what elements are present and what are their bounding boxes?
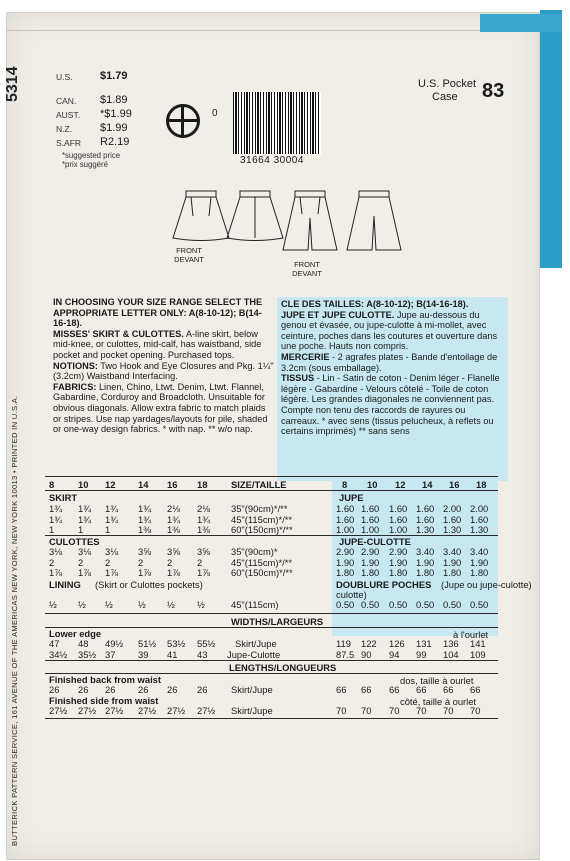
size-cell: 1¾ bbox=[49, 503, 63, 514]
size-cell: 41 bbox=[167, 648, 178, 660]
lengths-header: LENGTHS/LONGUEURS bbox=[229, 662, 337, 673]
notions bbox=[53, 361, 275, 382]
metric-cell: 70 bbox=[470, 705, 481, 716]
size-cell: 47 bbox=[49, 638, 60, 649]
doublure-note-cont: culotte) bbox=[336, 589, 367, 600]
size-cell: 27½ bbox=[105, 705, 124, 716]
lower-edge-label: Lower edge bbox=[49, 628, 102, 639]
jupe-desc bbox=[281, 310, 504, 352]
jupe-text: Jupe au-dessous du genou et évasée, ou jupe-culotte à mi-mollet, avec ceinture, poches dans les coutures et ouverture dans une poche. Hauts non compris. bbox=[281, 309, 498, 352]
suggested-en: *suggested price bbox=[62, 151, 121, 160]
size-cell: 1⅞ bbox=[167, 567, 181, 578]
doublure-header: DOUBLURE POCHES bbox=[336, 579, 432, 590]
size-cell: 2 bbox=[167, 556, 173, 568]
figure-label-culottes bbox=[284, 260, 330, 278]
size-cell: 55½ bbox=[197, 638, 216, 649]
metric-cell: 70 bbox=[443, 705, 454, 716]
size-cell: 1¾ bbox=[49, 513, 63, 525]
size-cell: ½ bbox=[197, 599, 205, 610]
pattern-number: 5314 bbox=[4, 66, 21, 102]
price-value: *$1.99 bbox=[100, 108, 132, 120]
description bbox=[53, 329, 275, 361]
doublure-note: (Jupe ou jupe-culotte) bbox=[441, 579, 532, 590]
size-header-fr: 18 bbox=[476, 479, 487, 490]
row-label: 45"(115cm) bbox=[231, 599, 279, 610]
size-cell: 35½ bbox=[78, 648, 97, 660]
price-country: S.AFR bbox=[56, 138, 82, 148]
size-cell: 1⅞ bbox=[49, 567, 63, 578]
lining-header: LINING bbox=[49, 579, 81, 590]
size-cell: 1 bbox=[78, 524, 84, 535]
size-cell: 26 bbox=[49, 684, 60, 695]
size-cell: ½ bbox=[49, 599, 57, 610]
barcode-icon bbox=[233, 92, 321, 154]
size-cell: 26 bbox=[167, 684, 178, 695]
jupe-culotte-header: JUPE-CULOTTE bbox=[339, 536, 411, 547]
tissus bbox=[281, 373, 504, 437]
metric-cell: 0.50 bbox=[361, 599, 380, 610]
cyan-edge-strip bbox=[540, 10, 562, 268]
metric-cell: 1.30 bbox=[443, 524, 462, 535]
size-cell: 27½ bbox=[138, 705, 157, 716]
price-country: AUST. bbox=[56, 110, 81, 120]
metric-cell: 66 bbox=[416, 684, 427, 695]
metric-cell: 1.60 bbox=[361, 513, 380, 525]
metric-cell: 1.60 bbox=[336, 503, 355, 514]
size-cell: 2 bbox=[105, 556, 111, 568]
cyan-top-strip bbox=[480, 14, 562, 32]
size-cell: 1⅞ bbox=[78, 567, 92, 578]
size-cell: 27½ bbox=[78, 705, 97, 716]
size-cell: 1⅜ bbox=[197, 524, 211, 535]
row-label: 35"(90cm)* bbox=[231, 546, 278, 557]
size-header: 16 bbox=[167, 479, 178, 490]
metric-cell: 1.90 bbox=[470, 556, 489, 568]
metric-cell: 1.80 bbox=[336, 567, 355, 578]
size-cell: 26 bbox=[105, 684, 116, 695]
figure-label-skirt bbox=[166, 246, 212, 264]
metric-cell: 1.00 bbox=[361, 524, 380, 535]
metric-cell: 66 bbox=[389, 684, 400, 695]
price-value: $1.89 bbox=[100, 94, 128, 106]
size-header-fr: 12 bbox=[395, 479, 406, 490]
cote-label: côté, taille à ourlet bbox=[400, 696, 477, 707]
french-description bbox=[277, 297, 508, 481]
size-range-intro: IN CHOOSING YOUR SIZE RANGE SELECT THE APPROPRIATE LETTER ONLY: A(8-10-12); B(14-16-18). bbox=[53, 297, 263, 329]
metric-cell: 2.90 bbox=[389, 546, 408, 557]
size-cell: 1¾ bbox=[197, 513, 211, 525]
size-cell: 26 bbox=[197, 684, 208, 695]
price-value: R2.19 bbox=[100, 136, 130, 148]
metric-cell: 1.80 bbox=[389, 567, 408, 578]
tissus-text: - Lin - Satin de coton - Denim léger - Flanelle légère - Gabardine - Velours côtelé - Toile de coton légère. Les grandes diagonales ne conviennent pas. Compte non tenu des raccords de rayures ou carreaux. * avec sens (tissus pelucheux, à reflets ou certains imprimés) ** sans sens bbox=[281, 373, 500, 437]
suggested-price-note bbox=[62, 152, 120, 169]
metric-cell: 70 bbox=[361, 705, 372, 716]
price-country: N.Z. bbox=[56, 124, 73, 134]
metric-cell: 66 bbox=[443, 684, 454, 695]
size-cell: 1⅞ bbox=[105, 567, 119, 578]
metric-cell: 0.50 bbox=[416, 599, 435, 610]
size-header: 8 bbox=[49, 479, 55, 490]
metric-cell: 99 bbox=[416, 648, 427, 660]
size-cell: 3⅛ bbox=[105, 546, 119, 557]
size-cell: 39 bbox=[138, 648, 149, 660]
size-cell: 1¾ bbox=[138, 503, 152, 514]
label-devant: DEVANT bbox=[292, 269, 322, 278]
registration-zero: 0 bbox=[212, 108, 218, 119]
size-cell: 2 bbox=[49, 556, 55, 568]
metric-cell: 136 bbox=[443, 638, 459, 649]
measurement-table bbox=[45, 476, 532, 721]
size-cell: ½ bbox=[105, 599, 113, 610]
metric-cell: 131 bbox=[416, 638, 432, 649]
skirt-front-drawing bbox=[173, 191, 229, 241]
size-cell: 1 bbox=[49, 524, 55, 535]
size-cell: 1⅞ bbox=[138, 567, 152, 578]
size-cell: 48 bbox=[78, 638, 89, 649]
size-cell: 1¾ bbox=[138, 513, 152, 525]
metric-cell: 0.50 bbox=[336, 599, 355, 610]
metric-cell: 1.80 bbox=[361, 567, 380, 578]
size-cell: 27½ bbox=[167, 705, 186, 716]
size-cell: 2⅛ bbox=[167, 503, 181, 514]
metric-cell: 119 bbox=[336, 638, 351, 649]
barcode-number: 31664 30004 bbox=[240, 155, 304, 166]
label-front: FRONT bbox=[176, 246, 202, 255]
description-head: MISSES' SKIRT & CULOTTES. bbox=[53, 328, 184, 339]
metric-cell: 141 bbox=[470, 638, 486, 649]
row-label: 60"(150cm)*/** bbox=[231, 567, 293, 578]
metric-cell: 1.90 bbox=[336, 556, 355, 568]
row-label: Skirt/Jupe bbox=[231, 705, 273, 716]
size-cell: ½ bbox=[138, 599, 146, 610]
size-header: 12 bbox=[105, 479, 116, 490]
size-cell: 1⅜ bbox=[167, 524, 181, 535]
metric-cell: 70 bbox=[416, 705, 427, 716]
culottes-header: CULOTTES bbox=[49, 536, 100, 547]
metric-cell: 1.00 bbox=[336, 524, 355, 535]
suggested-fr: *prix suggéré bbox=[62, 159, 108, 169]
english-description bbox=[53, 297, 275, 435]
metric-cell: 1.90 bbox=[443, 556, 462, 568]
metric-cell: 0.50 bbox=[443, 599, 462, 610]
metric-cell: 1.60 bbox=[416, 513, 435, 525]
metric-cell: 94 bbox=[389, 648, 400, 660]
size-cell: 3⅝ bbox=[167, 546, 181, 557]
dos-label: dos, taille à ourlet bbox=[400, 675, 474, 686]
metric-cell: 1.60 bbox=[389, 503, 408, 514]
size-taille-header: SIZE/TAILLE bbox=[231, 479, 287, 490]
envelope-flap-line bbox=[6, 30, 538, 31]
size-cell: 2 bbox=[197, 556, 203, 568]
metric-cell: 1.60 bbox=[389, 513, 408, 525]
mercerie bbox=[281, 352, 504, 373]
notions-text: Two Hook and Eye Closures and Pkg. 1¼" (3.2cm) Waistband Interfacing. bbox=[53, 360, 274, 382]
metric-cell: 66 bbox=[470, 684, 481, 695]
metric-cell: 2.00 bbox=[470, 503, 489, 514]
skirt-header: SKIRT bbox=[49, 492, 78, 503]
fabrics-text: Linen, Chino, Ltwt. Denim, Ltwt. Flannel, Gabardine, Corduroy and Broadcloth. Unsuitable for obvious diagonals. Allow extra fabric to match plaids or stripes. Use nap yardages/layouts for pile, shaded or one-way design fabrics. * with nap. ** w/o nap. bbox=[53, 381, 268, 435]
notions-head: NOTIONS: bbox=[53, 360, 98, 371]
case-number: 83 bbox=[482, 80, 505, 102]
metric-cell: 1.80 bbox=[416, 567, 435, 578]
size-cell: 51½ bbox=[138, 638, 157, 649]
size-cell: 1⅜ bbox=[138, 524, 152, 535]
lining-rule bbox=[45, 613, 498, 614]
metric-cell: 1.30 bbox=[470, 524, 489, 535]
size-cell: 1¾ bbox=[78, 513, 92, 525]
size-cell: 27½ bbox=[49, 705, 68, 716]
size-cell: ½ bbox=[167, 599, 175, 610]
metric-cell: 2.90 bbox=[336, 546, 355, 557]
size-cell: 2 bbox=[138, 556, 144, 568]
price-value: $1.99 bbox=[100, 122, 128, 134]
culottes-back-drawing bbox=[347, 191, 401, 250]
size-cell: 37 bbox=[105, 648, 116, 660]
row-label: 45"(115cm)*/** bbox=[231, 556, 292, 568]
size-cell: 1 bbox=[105, 524, 111, 535]
size-cell: 2 bbox=[78, 556, 84, 568]
pocket-label: U.S. Pocket bbox=[418, 78, 477, 90]
metric-cell: 66 bbox=[336, 684, 347, 695]
size-cell: 3⅝ bbox=[138, 546, 152, 557]
size-header-fr: 10 bbox=[367, 479, 378, 490]
row-label: Jupe-Culotte bbox=[227, 648, 281, 660]
metric-cell: 0.50 bbox=[389, 599, 408, 610]
metric-cell: 3.40 bbox=[443, 546, 462, 557]
metric-cell: 1.90 bbox=[416, 556, 435, 568]
metric-cell: 3.40 bbox=[416, 546, 435, 557]
size-cell: 34½ bbox=[49, 648, 68, 660]
metric-cell: 1.60 bbox=[470, 513, 489, 525]
metric-cell: 2.90 bbox=[361, 546, 380, 557]
table-bottom-rule bbox=[45, 718, 498, 719]
size-cell: 26 bbox=[138, 684, 149, 695]
mercerie-text: - 2 agrafes plates - Bande d'entoilage de 3.2cm (sous emballage). bbox=[281, 351, 498, 373]
jupe-head: JUPE ET JUPE CULOTTE. bbox=[281, 309, 395, 320]
price-country: U.S. bbox=[56, 72, 73, 82]
row-label: 45"(115cm)*/** bbox=[231, 513, 292, 525]
widths-rule bbox=[45, 627, 498, 628]
size-cell: 43 bbox=[197, 648, 208, 660]
fabrics bbox=[53, 382, 275, 435]
metric-cell: 122 bbox=[361, 638, 377, 649]
metric-cell: 1.90 bbox=[361, 556, 380, 568]
metric-cell: 70 bbox=[389, 705, 400, 716]
metric-cell: 1.80 bbox=[470, 567, 489, 578]
size-cell: 2⅛ bbox=[197, 503, 211, 514]
header-rule bbox=[45, 490, 498, 491]
metric-cell: 87.5 bbox=[336, 648, 355, 660]
description-text: A-line skirt, below mid-knee, or culottes, mid-calf, has waistband, side pocket and pocket opening. Purchased tops. bbox=[53, 328, 262, 360]
metric-cell: 126 bbox=[389, 638, 405, 649]
row-label: Skirt/Jupe bbox=[231, 684, 273, 695]
metric-cell: 90 bbox=[361, 648, 372, 660]
side-imprint: BUTTERICK PATTERN SERVICE, 161 AVENUE OF THE AMERICAS NEW YORK, NEW YORK 10013 • PRINTED IN U.S.A. bbox=[10, 395, 19, 846]
size-cell: 27½ bbox=[197, 705, 216, 716]
fabrics-head: FABRICS: bbox=[53, 381, 97, 392]
size-header-fr: 14 bbox=[422, 479, 433, 490]
skirt-rule bbox=[45, 535, 498, 536]
back-length-label: Finished back from waist bbox=[49, 674, 162, 685]
size-cell: 3⅝ bbox=[197, 546, 211, 557]
size-header: 14 bbox=[138, 479, 149, 490]
widths-bottom-rule bbox=[45, 660, 498, 661]
pocket-case-label bbox=[418, 78, 476, 104]
mercerie-head: MERCERIE bbox=[281, 351, 330, 362]
size-header-fr: 8 bbox=[342, 479, 348, 490]
metric-cell: 3.40 bbox=[470, 546, 489, 557]
side-length-label: Finished side from waist bbox=[49, 695, 159, 706]
price-value: $1.79 bbox=[100, 70, 128, 82]
size-cell: 53½ bbox=[167, 638, 186, 649]
metric-cell: 1.00 bbox=[389, 524, 408, 535]
size-header: 18 bbox=[197, 479, 208, 490]
skirt-back-drawing bbox=[227, 191, 283, 241]
size-cell: 1¾ bbox=[105, 503, 119, 514]
size-cell: 3⅛ bbox=[78, 546, 92, 557]
metric-cell: 66 bbox=[361, 684, 372, 695]
jupe-header: JUPE bbox=[339, 492, 364, 503]
metric-cell: 109 bbox=[470, 648, 486, 660]
metric-cell: 1.80 bbox=[443, 567, 462, 578]
widths-header: WIDTHS/LARGEURS bbox=[231, 616, 324, 627]
row-label: 35"(90cm)*/** bbox=[231, 503, 288, 514]
metric-cell: 104 bbox=[443, 648, 459, 660]
metric-cell: 70 bbox=[336, 705, 347, 716]
case-label: Case bbox=[432, 91, 458, 103]
lining-note: (Skirt or Culottes pockets) bbox=[95, 579, 203, 590]
size-cell: 26 bbox=[78, 684, 89, 695]
size-cell: 1¾ bbox=[105, 513, 119, 525]
tissus-head: TISSUS bbox=[281, 373, 315, 384]
metric-cell: 1.30 bbox=[416, 524, 435, 535]
table-top-rule bbox=[45, 476, 498, 477]
metric-cell: 1.60 bbox=[336, 513, 355, 525]
size-cell: 49½ bbox=[105, 638, 124, 649]
label-front: FRONT bbox=[294, 260, 320, 269]
row-label: Skirt/Jupe bbox=[235, 638, 277, 649]
registration-crosshair-icon bbox=[166, 104, 200, 138]
metric-cell: 2.00 bbox=[443, 503, 462, 514]
row-label: 60"(150cm)*/** bbox=[231, 524, 293, 535]
culottes-front-drawing bbox=[283, 191, 337, 250]
metric-cell: 0.50 bbox=[470, 599, 489, 610]
size-header: 10 bbox=[78, 479, 89, 490]
price-country: CAN. bbox=[56, 96, 77, 106]
size-cell: 1⅞ bbox=[197, 567, 211, 578]
size-cell: 3⅛ bbox=[49, 546, 63, 557]
cle-des-tailles: CLE DES TAILLES: A(8-10-12); B(14-16-18). bbox=[281, 299, 469, 309]
size-header-fr: 16 bbox=[449, 479, 460, 490]
metric-cell: 1.90 bbox=[389, 556, 408, 568]
metric-cell: 1.60 bbox=[416, 503, 435, 514]
a-lourlet-label: à l'ourlet bbox=[453, 629, 489, 640]
size-cell: 1¾ bbox=[78, 503, 92, 514]
metric-cell: 1.60 bbox=[443, 513, 462, 525]
metric-cell: 1.60 bbox=[361, 503, 380, 514]
size-cell: ½ bbox=[78, 599, 86, 610]
size-cell: 1¾ bbox=[167, 513, 181, 525]
label-devant: DEVANT bbox=[174, 255, 204, 264]
